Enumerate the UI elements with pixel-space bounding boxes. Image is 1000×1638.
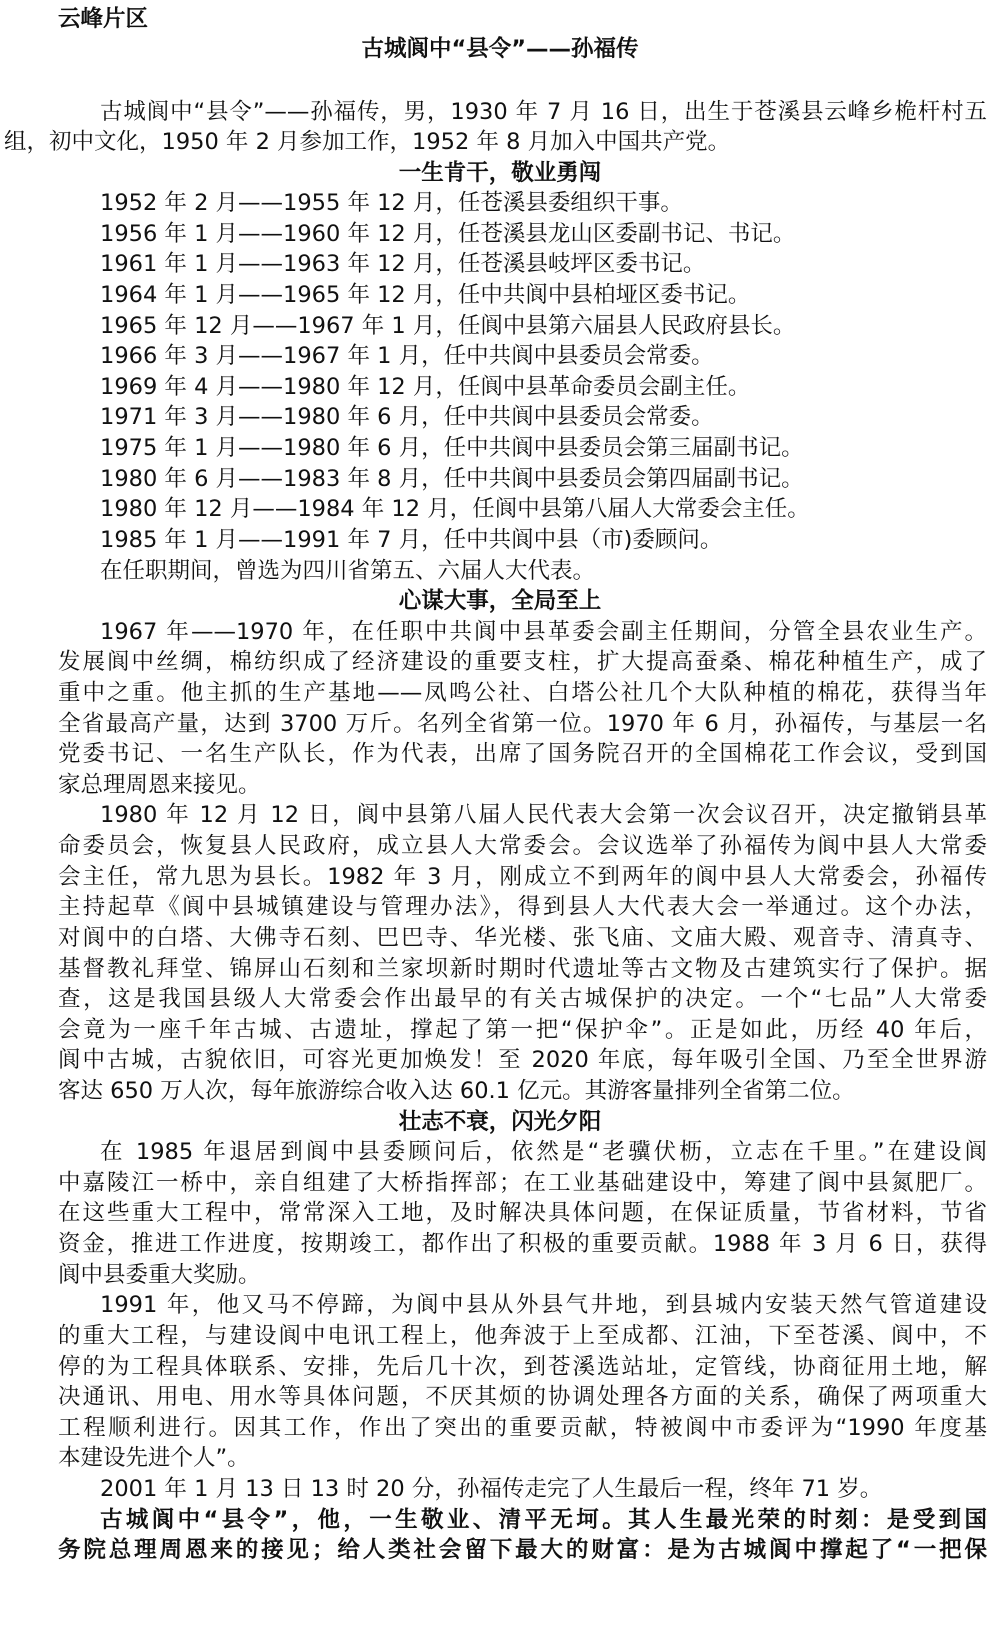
timeline-item: 1952 年 2 月——1955 年 12 月，任苍溪县委组织干事。 (100, 190, 683, 216)
timeline-item: 1971 年 3 月——1980 年 6 月，任中共阆中县委员会常委。 (100, 404, 714, 430)
timeline-item: 1985 年 1 月——1991 年 7 月，任中共阆中县（市)委顾问。 (100, 527, 723, 553)
timeline-item: 1975 年 1 月——1980 年 6 月，任中共阆中县委员会第三届副书记。 (100, 435, 804, 461)
timeline-item: 1980 年 12 月——1984 年 12 月，任阆中县第八届人大常委会主任。 (100, 496, 810, 522)
paragraph-line: 查，这是我国县级人大常委会作出最早的有关古城保护的决定。一个“七品”人大常委 (58, 986, 987, 1012)
paragraph-line: 命委员会，恢复县人民政府，成立县人大常委会。会议选举了孙福传为阆中县人大常委 (58, 833, 987, 859)
paragraph-line: 全省最高产量，达到 3700 万斤。名列全省第一位。1970 年 6 月，孙福传，与基层一名 (58, 711, 987, 737)
closing-line: 古城阆中“县令”，他，一生敬业、清平无坷。其人生最光荣的时刻：是受到国 (100, 1507, 987, 1533)
paragraph-line: 决通讯、用电、用水等具体问题，不厌其烦的协调处理各方面的关系，确保了两项重大 (58, 1384, 987, 1410)
paragraph-line: 在 1985 年退居到阆中县委顾问后，依然是“老骥伏枥，立志在千里。”在建设阆 (100, 1139, 987, 1165)
paragraph-line: 基督教礼拜堂、锦屏山石刻和兰家坝新时期时代遗址等古文物及古建筑实行了保护。据 (58, 956, 987, 982)
section-heading: 心谋大事，全局至上 (398, 588, 602, 614)
paragraph-line: 阆中古城，古貌依旧，可容光更加焕发！至 2020 年底，每年吸引全国、乃至全世界游 (58, 1047, 987, 1073)
paragraph-line: 发展阆中丝绸，棉纺织成了经济建设的重要支柱，扩大提高蚕桑、棉花种植生产，成了 (58, 649, 987, 675)
timeline-item: 1980 年 6 月——1983 年 8 月，任中共阆中县委员会第四届副书记。 (100, 466, 804, 492)
paragraph-line: 会主任，常九思为县长。1982 年 3 月，刚成立不到两年的阆中县人大常委会，孙福传 (58, 864, 987, 890)
timeline-item: 1969 年 4 月——1980 年 12 月，任阆中县革命委员会副主任。 (100, 374, 751, 400)
paragraph-line: 会竟为一座千年古城、古遗址，撑起了第一把“保护伞”。正是如此，历经 40 年后， (58, 1017, 987, 1043)
paragraph-line: 停的为工程具体联系、安排，先后几十次，到苍溪选站址，定管线，协商征用土地，解 (58, 1354, 987, 1380)
paragraph-line: 资金，推进工作进度，按期竣工，都作出了积极的重要贡献。1988 年 3 月 6 日，获得 (58, 1231, 987, 1257)
timeline-item: 1961 年 1 月——1963 年 12 月，任苍溪县岐坪区委书记。 (100, 251, 706, 277)
paragraph-line: 家总理周恩来接见。 (58, 772, 261, 798)
paragraph-line: 工程顺利进行。因其工作，作出了突出的重要贡献，特被阆中市委评为“1990 年度基 (58, 1415, 987, 1441)
paragraph-line: 1991 年，他又马不停蹄，为阆中县从外县气井地，到县城内安装天然气管道建设 (100, 1292, 987, 1318)
paragraph-line: 主持起草《阆中县城镇建设与管理办法》，得到县人大代表大会一举通过。这个办法， (58, 894, 987, 920)
paragraph-line: 重中之重。他主抓的生产基地——凤鸣公社、白塔公社几个大队种植的棉花，获得当年 (58, 680, 987, 706)
timeline-item: 1964 年 1 月——1965 年 12 月，任中共阆中县柏垭区委书记。 (100, 282, 751, 308)
paragraph-line: 1980 年 12 月 12 日，阆中县第八届人民代表大会第一次会议召开，决定撤销县革 (100, 802, 987, 828)
timeline-item: 1966 年 3 月——1967 年 1 月，任中共阆中县委员会常委。 (100, 343, 714, 369)
paragraph-line: 本建设先进个人”。 (58, 1445, 250, 1471)
intro-line: 组，初中文化，1950 年 2 月参加工作，1952 年 8 月加入中国共产党。 (4, 129, 731, 155)
section-heading: 壮志不衰，闪光夕阳 (398, 1109, 602, 1135)
paragraph-line: 党委书记、一名生产队长，作为代表，出席了国务院召开的全国棉花工作会议，受到国 (58, 741, 987, 767)
death-line: 2001 年 1 月 13 日 13 时 20 分，孙福传走完了人生最后一程，终年 71 岁。 (100, 1476, 883, 1502)
paragraph-line: 在这些重大工程中，常常深入工地，及时解决具体问题，在保证质量，节省材料，节省 (58, 1200, 987, 1226)
page-title: 古城阆中“县令”——孙福传 (361, 36, 639, 62)
timeline-item: 1956 年 1 月——1960 年 12 月，任苍溪县龙山区委副书记、书记。 (100, 221, 796, 247)
paragraph-line: 对阆中的白塔、大佛寺石刻、巴巴寺、华光楼、张飞庙、文庙大殿、观音寺、清真寺、 (58, 925, 987, 951)
intro-line: 古城阆中“县令”——孙福传，男，1930 年 7 月 16 日，出生于苍溪县云峰乡桅杆村五 (100, 99, 987, 125)
paragraph-line: 阆中县委重大奖励。 (58, 1262, 261, 1288)
region-label: 云峰片区 (58, 6, 149, 32)
paragraph-line: 的重大工程，与建设阆中电讯工程上，他奔波于上至成都、江油，下至苍溪、阆中，不 (58, 1323, 987, 1349)
paragraph-line: 1967 年——1970 年，在任职中共阆中县革委会副主任期间，分管全县农业生产。 (100, 619, 987, 645)
paragraph-line: 客达 650 万人次，每年旅游综合收入达 60.1 亿元。其游客量排列全省第二位。 (58, 1078, 855, 1104)
section-heading: 一生肯干，敬业勇闯 (398, 160, 602, 186)
paragraph-line: 中嘉陵江一桥中，亲自组建了大桥指挥部；在工业基础建设中，筹建了阆中县氮肥厂。 (58, 1170, 987, 1196)
closing-line: 务院总理周恩来的接见；给人类社会留下最大的财富：是为古城阆中撑起了“一把保 (58, 1537, 987, 1563)
timeline-item: 1965 年 12 月——1967 年 1 月，任阆中县第六届县人民政府县长。 (100, 313, 796, 339)
timeline-note: 在任职期间，曾选为四川省第五、六届人大代表。 (100, 558, 596, 584)
